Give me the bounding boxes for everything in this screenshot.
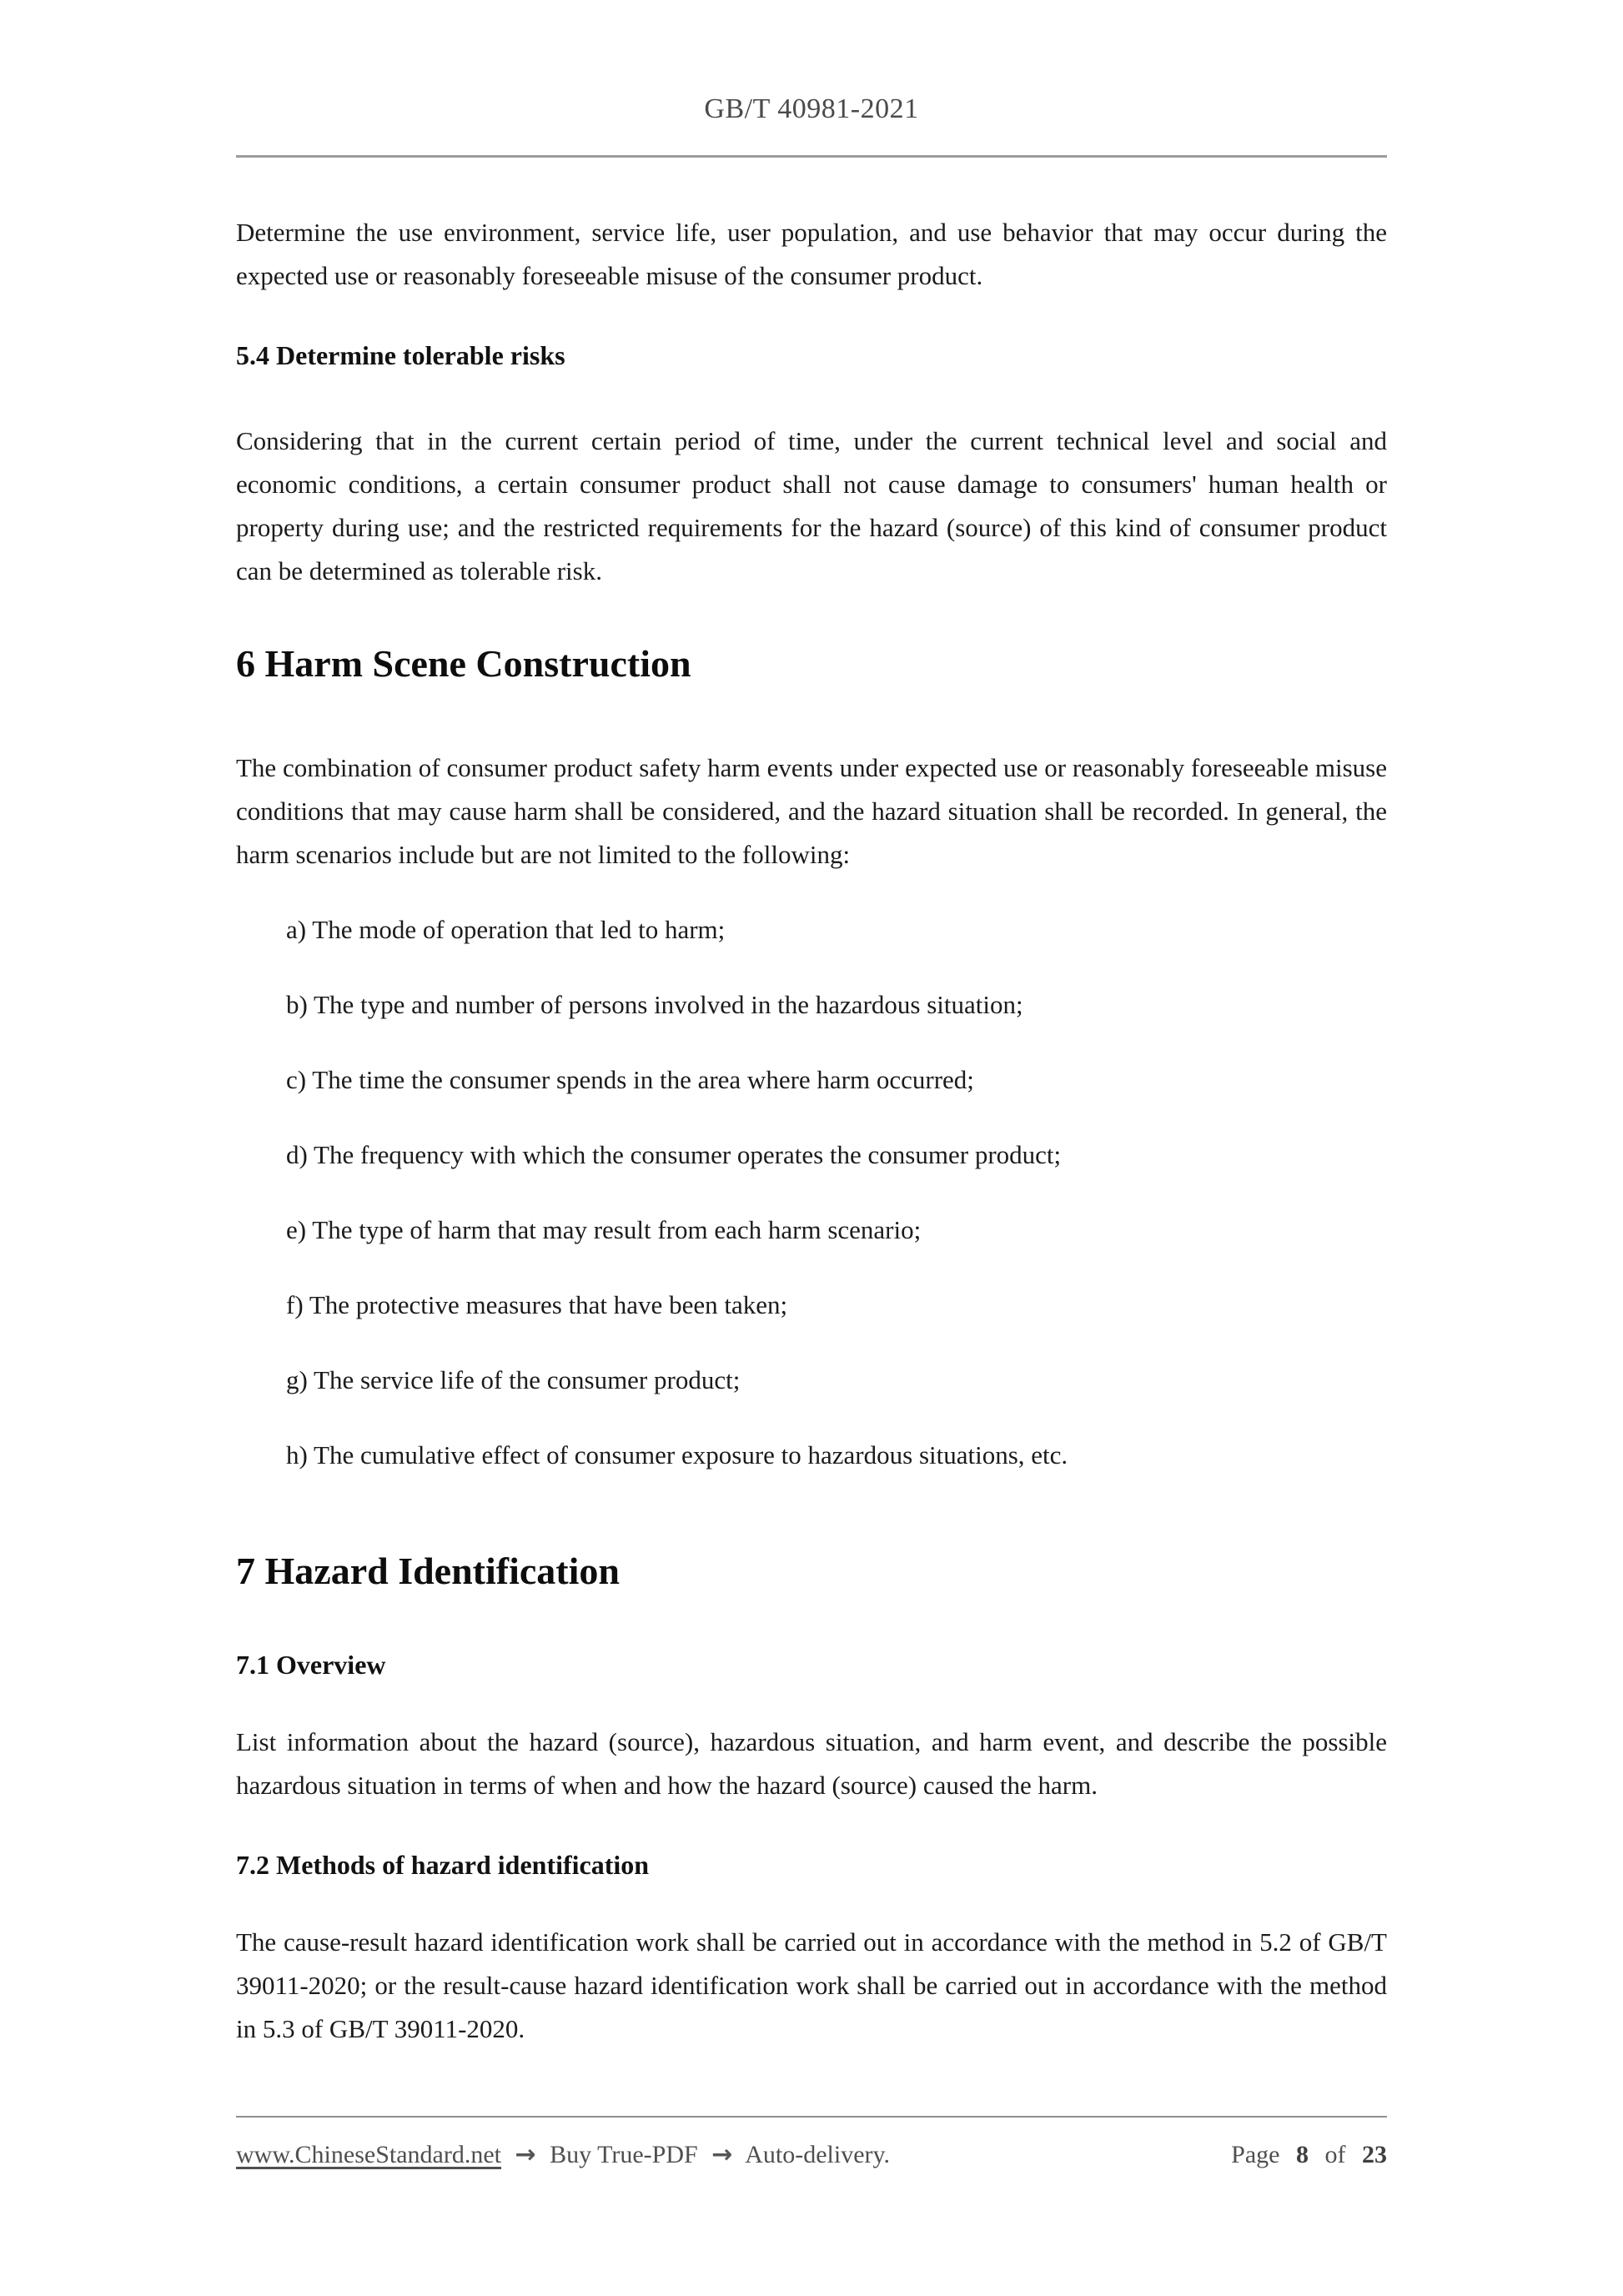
current-page-number: 8 [1296, 2141, 1309, 2168]
list-item-f: f) The protective measures that have been taken; [286, 1290, 788, 1319]
heading-6-harm-scene-construction: 6 Harm Scene Construction [236, 642, 691, 685]
footer-promo [236, 2139, 897, 2171]
site-link[interactable]: www.ChineseStandard.net [236, 2141, 501, 2168]
page-footer [236, 2116, 1387, 2171]
document-content [236, 211, 1387, 2051]
page-header [0, 0, 1623, 158]
harm-scenario-list [236, 908, 1387, 1477]
paragraph-7-2: The cause-result hazard identification work shall be carried out in accordance with the method in 5.2 of GB/T 39011-2020; or the result-cause hazard identification work shall be carried out in accordance with the method in 5.3 of GB/T 39011-2020. [236, 1927, 1387, 2043]
page-indicator [1231, 2139, 1387, 2171]
footer-divider [236, 2116, 1387, 2118]
list-item-g: g) The service life of the consumer product; [286, 1365, 741, 1394]
list-item-e: e) The type of harm that may result from each harm scenario; [286, 1215, 922, 1244]
heading-7-1-overview: 7.1 Overview [236, 1650, 386, 1680]
document-number: GB/T 40981-2021 [704, 93, 919, 124]
paragraph-intro: Determine the use environment, service life, user population, and use behavior that may occur during the expected use or reasonably foreseeable misuse of the consumer product. [236, 218, 1387, 290]
list-item-b: b) The type and number of persons involved in the hazardous situation; [286, 990, 1023, 1019]
paragraph-5-4: Considering that in the current certain period of time, under the current technical level and social and economic conditions, a certain consumer product shall not cause damage to consumers' human health or property during use; and the restricted requirements for the hazard (source) of this kind of consumer product can be determined as tolerable risk. [236, 426, 1387, 585]
right-arrow-icon: → [515, 2140, 536, 2169]
list-item-a: a) The mode of operation that led to harm; [286, 915, 726, 944]
footer-buy-text: Buy True-PDF [550, 2141, 698, 2168]
header-divider [236, 155, 1387, 158]
right-arrow-icon: → [711, 2140, 733, 2169]
paragraph-7-1: List information about the hazard (source), hazardous situation, and harm event, and describe the possible hazardous situation in terms of when and how the hazard (source) caused the harm. [236, 1727, 1387, 1800]
heading-7-hazard-identification: 7 Hazard Identification [236, 1550, 620, 1592]
of-word: of [1324, 2141, 1346, 2168]
heading-5-4-determine-tolerable-risks: 5.4 Determine tolerable risks [236, 340, 565, 370]
heading-7-2-methods: 7.2 Methods of hazard identification [236, 1850, 650, 1880]
page-word: Page [1231, 2141, 1280, 2168]
list-item-d: d) The frequency with which the consumer operates the consumer product; [286, 1140, 1062, 1169]
footer-delivery-text: Auto-delivery. [745, 2141, 891, 2168]
list-item-c: c) The time the consumer spends in the area where harm occurred; [286, 1065, 974, 1094]
paragraph-6: The combination of consumer product safety harm events under expected use or reasonably foreseeable misuse conditions that may cause harm shall be considered, and the hazard situation shall be recorded. In general, the harm scenarios include but are not limited to the following: [236, 753, 1387, 869]
list-item-h: h) The cumulative effect of consumer exposure to hazardous situations, etc. [286, 1440, 1068, 1470]
footer-row [236, 2139, 1387, 2171]
total-page-number: 23 [1362, 2141, 1387, 2168]
